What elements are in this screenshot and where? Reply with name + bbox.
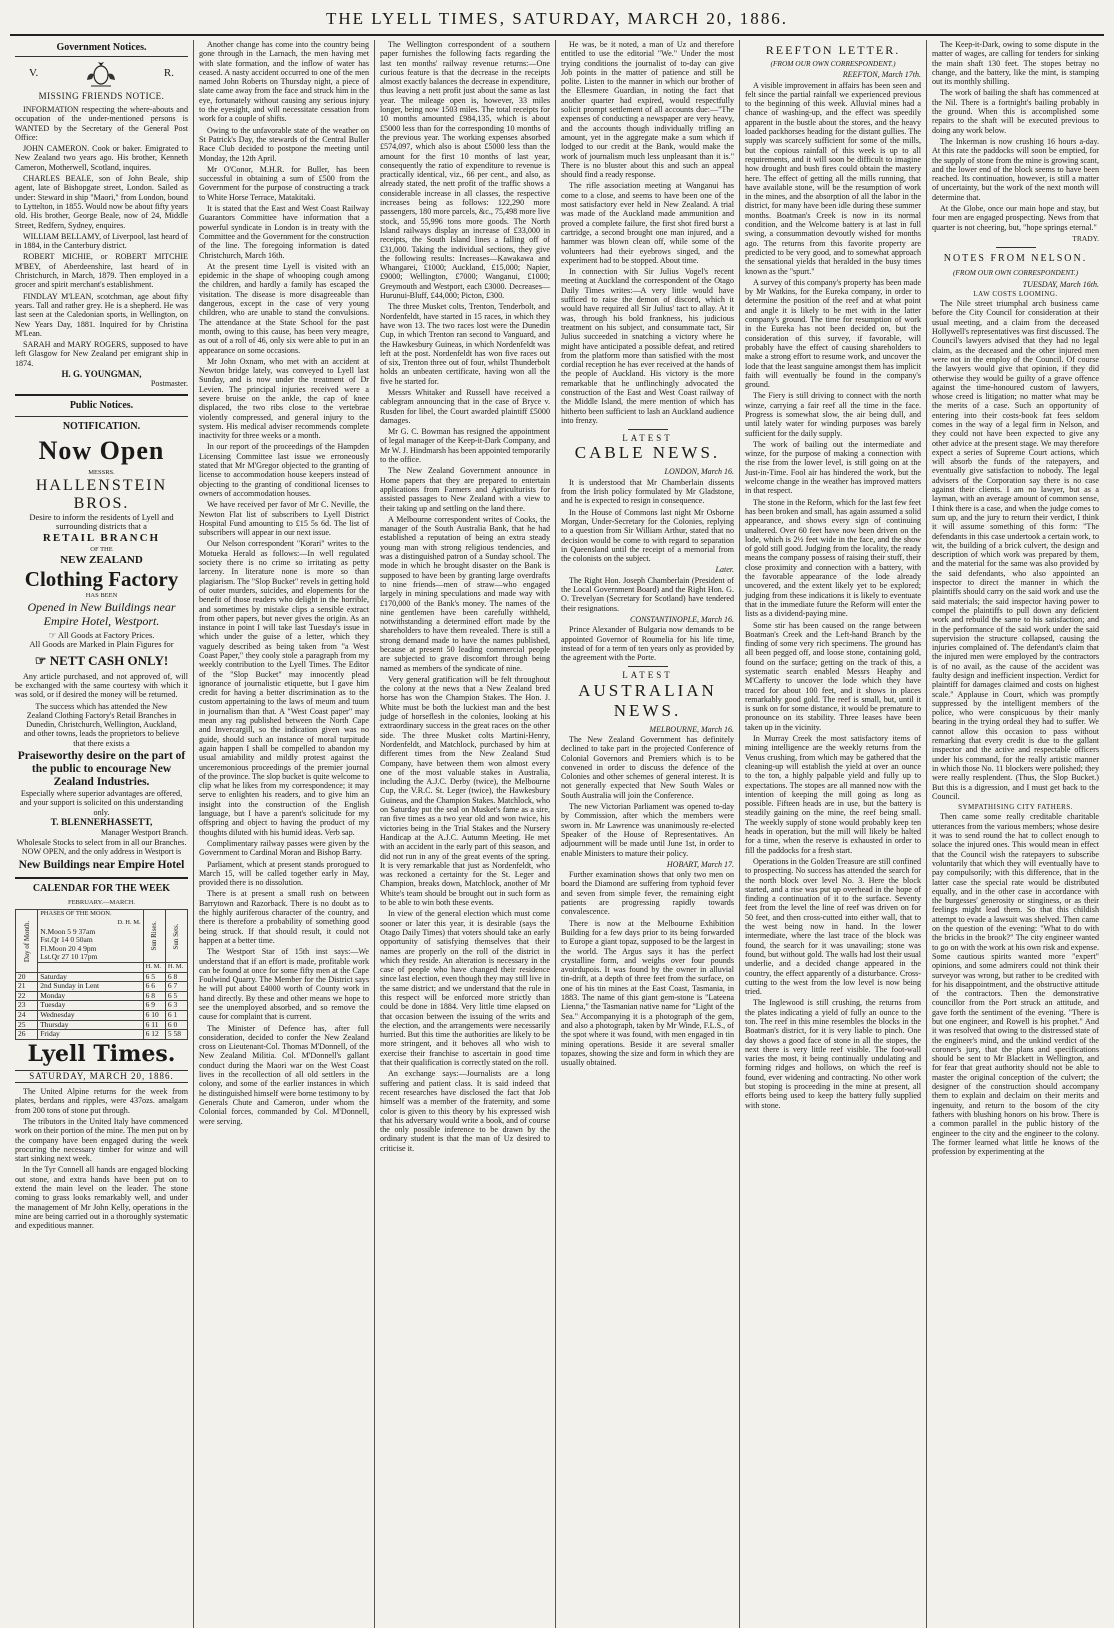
article-paragraph: The rifle association meeting at Wanganui has come to a close, and seems to have been one of the most satisfactory ever held in New Zealand. A trial was made of the Auckland made ammunition and proved a complete failure, the first shot fired burst a cartridge, a second brought one man injured, and a hammer was blown clean off, while some of the volunteers had their eyebrows singed, and the experiment had to be stopped. About time. [561, 181, 734, 265]
article-paragraph: Operations in the Golden Treasure are still confined to prospecting. No success has attended the search for the north block over level No. 3. Here the block started, and a rise was put up overhead in the hope of finding a continuation of it to the surface. Seventy feet from the level the line of reef was driven on for 50 feet, and then cross-cutted into either wall, that to the west being now in hand. In the lower intermediate, where the last trace of the block was found, the search for it was unavailing; stone was found, but without gold. The walls had lost their usual underlie, and a decided change appeared in the country, the effect apparently of a disturbance. Cross-cutting to the west from the low level is now being tried. [745, 856, 921, 997]
column-5 [740, 40, 927, 1628]
article-paragraph: The Keep-it-Dark, owing to some dispute in the matter of wages, are calling for tenders for sinking the main shaft 130 feet. The stopes betray no change, and the battery, like the mint, is stamping out its monthly shilling. [932, 40, 1099, 87]
article-paragraph: The work of bailing the shaft has commenced at the Nil. There is a fortnight's bailing probably in the ground. When this is accomplished some repairs to the shaft will be executed previous to doing any work below. [932, 88, 1099, 135]
royal-crest [29, 60, 174, 88]
article-paragraph: The Wellington correspondent of a southern paper furnishes the following facts regarding the last ten months' railway revenue returns:—One curious feature is that the decrease in the receipts almost exactly balances the decrease in expenditure, thus leaving a nett profit just about the same as last year. The mileage open is, however, 33 miles longer, being now 1503 miles. The total receipts for 10 months amounted £984,135, which is about £5000 less than for the corresponding 10 months of the previous year. The working expenses absorbed £574,097, which also is about £5000 less than the amount for the first 10 months of last year, consequently the ratio of expenditure to revenue is practically identical, viz., 66 per cent., and also, as already stated, the nett profit of the traffic shows a considerable increase in all classes, the respective increases being as follows: 122,290 more passengers, 180 more parcels, &c., 75,498 more live stock, and 55,996 tons more goods. The North Island railways display an increase of £33,000 in receipts, the South Island lines a falling off of £31,000. Taking the individual sections, they give the following results: Increases—Kawakawa and Whangarei, £1000; Auckland, £15,000; Napier, £9000; Wellington, £7000; Wanganui, £1000; Greymouth and Westport, each £3000. Decreases—Hurunui-Bluff, £44,000; Picton, £300. [380, 40, 550, 301]
person-1: JOHN CAMERON. Cook or baker. Emigrated to New Zealand two years ago. His brother, Kenneth Cameron, Motherwell, Scotland, inquires. [15, 144, 188, 172]
col-sets-header: Sun Sets. [165, 910, 187, 963]
cable-paragraph: The Right Hon. Joseph Chamberlain (President of the Local Government Board) and the Right Hon. G. O. Trevelyan (Secretary for Scotland) have tendered their resignations. [561, 575, 734, 613]
constantinople-dateline: CONSTANTINOPLE, March 16. [629, 614, 734, 624]
public-notices-heading: Public Notices. [69, 399, 134, 411]
moon-phase-row: Lst.Qr 27 10 17pm [40, 952, 98, 962]
col-day-header: Day of Month. [16, 910, 38, 972]
missing-friends-title: MISSING FRIENDS NOTICE. [38, 91, 165, 101]
desire-text: Desire to inform the residents of Lyell and surrounding districts that a [29, 511, 174, 532]
hobart-dateline: HOBART, March 17. [666, 859, 734, 869]
column-2 [194, 40, 375, 1628]
new-zealand: NEW ZEALAND [60, 553, 143, 566]
moon-phase-row: N.Moon 5 9 37am [40, 926, 96, 936]
table-row: 20 Saturday 6 5 6 8 [16, 972, 188, 982]
article-paragraph: Mr John Oxnam, who met with an accident at Newton bridge lately, was conveyed to Lyell last Sunday, and is now under the treatment of Dr Levien. The principal injuries received were a severe bruise on the ankle, the cap of knee displaced, the two ribs close to the vertebrae violently compressed, and general injury to the system. His medical adviser recommends complete inactivity for three weeks or a month. [199, 356, 369, 441]
table-row: 25 Thursday 6 11 6 0 [16, 1020, 188, 1030]
columns [10, 40, 1104, 1628]
article-paragraph: The three Musket colts, Trenton, Tenderbolt, and Nordenfeldt, have started in 15 races, in which they have won 13. The two races lost were the Dunedin Cup, in which Trenton ran second to Vanguard, and the Hawkesbury Guineas, in which Nordenfeldt was left at the post. Nordenfeldt has won five races out of six, Trenton three out of four, whilst Thunderbolt holds an unbeaten certificate, having won all the five he started for. [380, 302, 550, 386]
person-2: CHARLES BEALE, son of John Beale, ship agent, late of Bishopgate street, London. Sailed as under: Steward in ship "Maori," from London, bound to Lyttelton, in 1855. Would now be about fifty years old. His brother, George Beale, now of 24, Middle Street, Redfern, Sydney, enquires. [15, 174, 188, 230]
table-row: 22 Monday 6 8 6 5 [16, 991, 188, 1001]
melbourne-dateline: MELBOURNE, March 16. [649, 724, 734, 734]
missing-intro: INFORMATION respecting the where-abouts and occupation of the under-mentioned persons is WANTED by the Secretary of the General Post Office: [15, 105, 188, 142]
article-paragraph: We have received per favor of Mr C. Neville, the Newton Flat list of subscribers to Lyell District Hospital Fund amounting to £15 5s 6d. The list of subscribers will appear in our next issue. [199, 500, 369, 538]
cable-dateline: LONDON, March 16. [664, 467, 734, 477]
masthead [10, 4, 1104, 36]
article-paragraph: At the present time Lyell is visited with an epidemic in the shape of whooping cough among the children, and hardly a family has escaped the visitation. The disease is more disagreeable than dangerous, except in the case of very young children, who are unable to stand the convulsions. The attendance at the State School for the past month, owing to this cause, has been very meagre, as out of a roll of 46, only six were able to put in an appearance on some occasions. [199, 261, 369, 355]
reefton-dateline: REEFTON, March 17th. [842, 70, 921, 80]
moon-phase-row: Fst.Qr 14 0 50am [40, 935, 93, 945]
calendar-title: CALENDAR FOR THE WEEK [32, 883, 171, 895]
article-paragraph: In connection with Sir Julius Vogel's recent meeting at Auckland the correspondent of the Otago Daily Times writes:—A very little would have sufficed to raise the demon of discord, which it would have required all Sir Julius' tact to allay. At it was, through his bold frankness, his judicious treatment on his subject, and consummate tact, Sir Julius succeeded in snatching a victory where he might have anticipated a possible defeat, and retired from the platform more than satisfied with the most cordial reception he has ever received at the hands of the people of Auckland. His victory is the more remarkable that he unflinchingly advocated the construction of the East and West Coast railway of the Middle Island, the mere mention of which has hitherto been sufficient to lash an Auckland audience into frenzy. [561, 267, 734, 425]
nelson-dateline: TUESDAY, March 16th. [1022, 279, 1099, 289]
article-paragraph: The Nile street triumphal arch business came before the City Council for consideration at their usual meeting, and a claim from the deceased Hollywell's representatives was first discussed. The Council's lawyers advised that they had no legal claim, as the deceased and the other injured men were not in the employ of the Council. Of course the lawyers would give that opinion, if they did otherwise they would be guilty of a grave offence against the time-honoured custom of lawyers, whose creed is litigation; no matter what may be the merits of a case. Such an opportunity of entering into their costs-book fat fees seldom comes in the way of a legal firm in Nelson, and they could not have been expected to give any other advice at the present stage. We may therefore expect a series of Supreme Court actions, which will absorb the funds of the ratepayers, and eventually give satisfaction to nobody. The legal advisers of the Corporation say there is no case against their clients. I am no lawyer, but as a layman, with an average amount of common sense, I think there is a case, and when the judge comes to sum up, and the jury to return their verdict, I think it will assume something of this form: "The defendants in this case undertook a certain work, to wit, the building of a brick culvert, the design and description of which work was prepared by them, and the material for the same was also provided by the said defendants, who also appointed an inspector to direct the manner in which the plaintiffs should carry on the said work and use the said materials; the said inspector having power to compel the plaintiffs to pull down any deficient work and rebuild the same to his satisfaction; and in the performance of the said work under the said supervision the structure collapsed, causing the injuries complained of. The defendant's claim that the injured men were employed by the contractors is of no avail, as the cause of the accident was faulty design and inefficient inspection. Verdict for plaintiff for damages claimed and costs on highest scale." Applause in Court, which was promptly suppressed by the intelligent members of the police, who were conspicuous by their manly bearing in the trying ordeal they had to suffer. We cannot allow this occasion to pass without remarking that every credit is due to the gallant inspector and the active and respectable officers under his command, for the really artistic manner in which those No. 11 blockers were polished; they were really resplendent. (Thus, the Slop Bucket.) But this is a digression, and I must get back to the Council. [932, 299, 1099, 801]
article-paragraph: Some stir has been caused on the range between Boatman's Creek and the Left-hand Branch by the finding of some very rich specimens. The ground has all been pegged off, and loose stone, containing gold, found on the surface; getting on the track of this, a systematic search enabled Messrs Heaphy and M'Cafferty to uncover the lode which they have traced for about 100 feet, and it shows in places remarkably good gold. The reef is small, but, until it is sunk on for some distance, it would be premature to pronounce on its stability. Three leases have been taken up in the vicinity. [745, 620, 921, 732]
article-paragraph: In our report of the proceedings of the Hampden Licensing Committee last issue we erroneously stated that Mr M'Gregor objected to the granting of license to accommodation house keepers instead of objecting to the granting of conditional licenses to owners of accommodation houses. [199, 442, 369, 498]
nelson-sub: (FROM OUR OWN CORRESPONDENT.) [952, 268, 1079, 278]
law-costs-subhead: LAW COSTS LOOMING. [973, 289, 1058, 298]
article-paragraph: The work of bailing out the intermediate and winze, for the purpose of making a connection with the rise from the lower level, is still going on at the Just-in-Time. Fool air has hindered the work, but the welcome change in the weather has improved matters in that respect. [745, 439, 921, 496]
table-row: 21 2nd Sunday in Lent 6 6 6 7 [16, 982, 188, 992]
article-paragraph: The New Zealand Government announce in Home papers that they are prepared to entertain applications from Farmers and Agriculturists for assisted passages to New Zealand with a view to their taking up and settling on the land there. [380, 466, 550, 513]
wholesale-text: Wholesale Stocks to select from in all our Branches. NOW OPEN, and the only address in Westport is [16, 837, 187, 856]
cable-news-heading: CABLE NEWS. [574, 443, 721, 463]
article-paragraph: Very general gratification will be felt throughout the colony at the news that a New Zealand bred horse has won the Champion Stakes. The Hon. J. White must be both the luckiest man and the best judge of horseflesh in the colonies, looking at his extraordinary success in the great races on the other side. The three Musket colts Martini-Henry, Nordenfeldt, and Matchlock, purchased by him at different times from the New Zealand Stud Company, have between them won almost every one of the most valuable stakes in Australia, including the A.J.C. Derby (twice), the Melbourne Cup, the V.R.C. St. Leger (twice), the Hawkesbury Guineas, and the Champion Stakes. Matchlock, who on Saturday put the seal on Musket's fame as a sire, ran five times as a two year old and won twice, his victories being in the Trial Stakes and the Nursery Handicap at the A.J.C. Autumn Meeting. He met with an accident in the early part of this season, and did not run in any of the great events of the spring. It is very remarkable that just as Nordenfeldt, who was reckoned a certainty for the St. Leger and Champion, breaks down, Matchlock, another of Mr White's team should be brought out in such form as to be able to win both these events. [380, 674, 550, 908]
article-paragraph: Mr G. C. Bowman has resigned the appointment of legal manager of the Keep-it-Dark Company, and Mr W. J. Hindmarsh has been appointed temporarily to the office. [380, 427, 550, 465]
article-paragraph: There is at present a small rush on between Barrytown and Razorback. There is no doubt as to the highly auriferous character of the country, and there is therefore a probability of something good being struck. If that should result, it could not happen at a better time. [199, 889, 369, 945]
news-united-alpine: The United Alpine returns for the week from plates, berdans and ripples, were 437ozs. amalgam from 200 tons of stone put through. [15, 1087, 188, 1115]
crest-right-letter: R. [163, 67, 174, 80]
article-paragraph: The Westport Star of 15th inst says:—We understand that if an effort is made, profitable work can be found at once for some fifty men at the Cape Foulwind Quarry. The Member for the District says he will put about £4000 worth of County work in hand directly. By these and other means we hope to see the unemployed absorbed, and so remove the cause for complaint that is current. [199, 947, 369, 1022]
moon-phase-row: Fl.Moon 20 4 9pm [40, 943, 97, 953]
new-buildings: New Buildings near Empire Hotel [18, 859, 185, 872]
article-paragraph: In Murray Creek the most satisfactory items of mining intelligence are the weekly returns from the Venus crushing, from which may be gathered that the cleaning-up will establish the yield at over an ounce to the ton, a highly palpable yield and fully up to expectations. The stopes are all manned now with the intention of keeping the mill going as long as possible. Fifteen heads are in use, but the battery is steadily gaining on the mine, the reef being small. The weekly supply of stone would probably keep ten heads in operation, but the mill will likely be halted for a time, when the reserve is exhausted in order to fill the paddocks for a fresh start. [745, 734, 921, 855]
article-paragraph: Complimentary railway passes were given by the Government to Cardinal Moran and Bishop Barry. [199, 838, 369, 858]
australian-news-heading: AUSTRALIAN NEWS. [578, 680, 717, 720]
person-5: FINDLAY M'LEAN, scotchman, age about fifty years. Tall and rather grey. He is a shepherd. He was last seen at the Caledonian sports, in Wellington, on New Years Day, 1881. Inquired for by Christina M'Lean. [15, 291, 188, 338]
cable-paragraph: It is understood that Mr Chamberlain dissents from the Irish policy formulated by Mr Gladstone, and he is expected to resign in consequence. [561, 477, 734, 506]
col-rises-header: Sun Rises. [143, 910, 165, 963]
moon-phases: PHASES OF THE MOON. D. H. M. N.Moon 5 9 37am Fst.Qr 14 0 50am Fl.Moon 20 4 9pm Lst.Qr 27 10 17pm [38, 910, 143, 963]
article-paragraph: The stone in the Reform, which for the last few feet has been broken and small, has again assumed a solid appearance, and shows every sign of continuing unaltered. Over 60 feet have now been driven on the lode, which is 2½ feet wide in the face, and the show of gold still good. Judging from the locality, the ready means the company possess of raising their stuff, their close proximity and connection with a battery, with the favorable appearance of the lode already uncovered, and the extent likely yet to be explored; judging from these indications it is likely to eventuate that in the immediate future the Reform will enter the lists as a dividend-paying mine. [745, 497, 921, 619]
person-4: ROBERT MICHIE, or ROBERT MITCHIE M'BEY, of Aberdeenshire, last heard of in Christchurch, in March, 1879. Then employed in a grocer and spirit merchant's establishment. [15, 252, 188, 290]
article-paragraph: An exchange says:—Journalists are a long suffering and patient class. It is said indeed that recent researches have disclosed the fact that Job himself was a member of the fraternity, and some color is given to this theory by his expressed wish that his adversary would write a book, and of course the only possible inference to be drawn by the ordinary student is that the man of Uz desired to criticise it. [380, 1069, 550, 1153]
manager-name: T. BLENNERHASSETT, [50, 817, 153, 828]
praiseworthy: Praiseworthy desire on the part of the public to encourage New Zealand Industries. [17, 750, 186, 789]
article-paragraph: The Minister of Defence has, after full consideration, decided to confer the New Zealand cross on Lieutenant-Col. Thomas M'Donnell, of the New Zealand Militia. Col. M'Donnell's gallant conduct during the Maori war on the West Coast lives in the recollection of all old settlers in the colony, and some of the earlier instances in which he distinguished himself were borne testimony to by Generals Chute and Cameron, under whom the Colonial forces, commanded by Col. M'Donnell, were serving. [199, 1023, 369, 1126]
aus-paragraph: Further examination shows that only two men on board the Diamond are suffering from typhoid fever and seven from simple fever, the remaining eight patients are progressing rapidly towards convalescence. [561, 870, 734, 917]
article-paragraph: A survey of this company's property has been made by Mr Watkins, for the Eureka company, in order to determine the position of the reef and at what point and angle it is likely to be met with in the latter company's ground. The time for resumption of work in the Eureka has not been decided on, but the consideration of this survey, if favorable, will probably have the effect of causing shareholders to make a strong effort to resume work, and uncover the lode that the least sanguine amongst them has implicit faith will eventually be found in the company's ground. [745, 277, 921, 390]
especially: Especially where superior advantages are offered, and your support is solicited on this understanding only. [19, 789, 184, 817]
paper-date: SATURDAY, MARCH 20, 1886. [15, 1070, 188, 1083]
aus-paragraph: The new Victorian Parliament was opened to-day by Commission, after which the members were sworn in. Mr Lawrence was unanimously re-elected Speaker of the House of Representatives. An adjournment will be made until June 1st, in order to enable Ministers to mature their policy. [561, 802, 734, 858]
article-paragraph: At the Globe, once our main hope and stay, but four men are engaged prospecting. News from that quarter is not cheering, but, "hope springs eternal." [932, 204, 1099, 232]
has-been: HAS BEEN [85, 591, 118, 599]
aus-paragraph: The New Zealand Government has definitely declined to take part in the projected Conference of Colonial Governors and Premiers which is to be convened in order to discuss the defence of the Colonies and other schemes of general interest. It is not generally expected that New South Wales or South Australia will join the Conference. [561, 735, 734, 800]
article-paragraph: Another change has come into the country being gone through in the Larnach, the men having met with slate formation, and the inflow of water has ceased. A nasty accident occurred to one of the men named John Roberts on Thursday night, a piece of slate came away from the face and struck him in the eye, fortunately without causing any serious injury to the eyesight, and will necessitate cessation from work for a couple of shifts. [199, 40, 369, 124]
of-the: OF THE [90, 545, 113, 553]
aus-paragraph: There is now at the Melbourne Exhibition Building for a few days prior to its being forwarded to Europe a giant topaz, supposed to be the largest in the world. The Argus says it has the perfect crystalline form, and weighs over four pounds avoirdupois. It was found by the owner in alluvial tin-drift, at a depth of three feet from the surface, on one of his tin mines at the East Coast, Tasmania, in 1883. The name of this giant gem-stone is "Lateena Lienna," the Tasmanian native name for "Light of the Sea." Accompanying it is a photograph of the gem, and also a photograph, taken by Mr Winde, F.L.S., of the spot where it was found, with men engaged in tin mining operations. Beside it are several smaller topazes, showing the size and form in which they are usually obtained. [561, 918, 734, 1068]
column-6 [927, 40, 1104, 1628]
notification-heading: NOTIFICATION. [62, 420, 141, 432]
news-tyr-connell: In the Tyr Connell all hands are engaged blocking out stone, and extra hands have been put on to extend the main level on the leader. The stone coming to grass looks remarkably well, and under the management of Mr John Kelly, operations in the mine are being carried out in a thoroughly systematic and expeditious manner. [15, 1165, 188, 1231]
nelson-title: NOTES FROM NELSON. [943, 253, 1088, 265]
messrs: MESSRS. [88, 468, 115, 476]
article-paragraph: The Inkerman is now crushing 16 hours a-day. At this rate the paddocks will soon be emptied, for the supply of stone from the mine is growing scant, and the lower end of the block seems to have been reached. Its continuation, however, is still a matter of uncertainty, but the work of the next month will determine that. [932, 136, 1099, 202]
success-text: The success which has attended the New Zealand Clothing Factory's Retail Branches in Dunedin, Christchurch, Wellington, Auckland, and other towns, leads the proprietors to believe that there exists a [23, 701, 180, 748]
gov-notices-heading: Government Notices. [15, 42, 188, 57]
paper-nameplate: Lyell Times. [27, 1040, 176, 1067]
opened-text: Opened in New Buildings near Empire Hotel, Westport. [27, 600, 176, 629]
exchange-policy: Any article purchased, and not approved of, will be exchanged with the same courtesy with which it was sold, or if desired the money will be returned. [15, 671, 188, 700]
crest-left-letter: V. [29, 67, 39, 80]
sympathising-subhead: SYMPATHISING CITY FATHERS. [958, 803, 1073, 812]
correspondent-signature: TRADY. [1072, 233, 1099, 243]
cable-latest: LATEST [622, 433, 673, 444]
article-paragraph: Mr O'Conor, M.H.R. for Buller, has been successful in obtaining a sum of £500 from the Government for the purpose of constructing a track to White Horse Terrace, Matakitaki. [199, 164, 369, 202]
calendar-table: Day of Month. PHASES OF THE MOON. D. H. M. N.Moon 5 9 37am Fst.Qr 14 0 50am Fl.Moon 20 4 9pm Lst.Qr 27 10 17pm Sun Rises. Sun Sets. H. M. H. M. 20 Saturday 6 5 6 8 21 2nd Sunday in Lent 6 6 6 7 22 Monday 6 8 6 5 23 Tuesday 6 9 6 3 24 Wednesday 6 10 6 1 25 Thursday 6 11 6 0 26 Friday 6 12 5 58 [15, 909, 188, 1039]
article-paragraph: A Melbourne correspondent writes of Cooks, the manager of the South Australia Bank, that he had established a reputation of being an extra steady young man with strong religious tendencies, and was a distinguished patron of a Sunday school. The mode in which he brought disaster on the Bank is supposed to have been by granting large overdrafts to nine friends—men of straw—who engaged largely in mining speculations and made way with £170,000 of the Bank's money. The names of the nine gentlemen have been carefully withheld, notwithstanding a determined effort made by the shareholders to have them revealed. There is still a strong demand made to have the names published, because at present 50 leading commercial people are subjected to grave discomfort through being named as members of the syndicate of nine. [380, 514, 550, 673]
now-open-heading: Now Open [38, 435, 165, 465]
column-1 [10, 40, 194, 1628]
column-3 [375, 40, 556, 1628]
calendar-sub: FEBRUARY.—MARCH. [67, 899, 136, 907]
article-paragraph: In view of the general election which must come sooner or later this year, it is desirable (says the Otago Daily Times) that voters should take an early opportunity of satisfying themselves that their names are properly on the roll of the district in which they reside. An alteration is necessary in the case of people who have changed their residence since last election, even though they may still live in the same district; and we understand that the rule in this respect will be enforced more strictly than could be done in 1884. Very little time elapsed on that occasion between the issuing of the writs and the election, and the arrangements were necessarily hurried. But this time the authorities are likely to be more stringent, and it behoves all who wish to exercise their franchise to ascertain in good time that their qualification is correctly stated on the roll. [380, 909, 550, 1068]
factory-prices: ☞ All Goods at Factory Prices. [48, 630, 155, 641]
aus-latest: LATEST [622, 670, 673, 681]
column-4 [556, 40, 740, 1628]
pointing-hand-icon: ☞ [34, 652, 50, 668]
retail-branch: RETAIL BRANCH [42, 531, 161, 544]
signer: H. G. YOUNGMAN, [61, 369, 142, 380]
article-paragraph: A visible improvement in affairs has been seen and felt since the partial rainfall we experienced previous to the beginning of this week. Alluvial mines had a chance of washing-up, and the effect was speedily apparent in the bustle about the stores, and the heavy loaded packhorses heading for the distant gullies. The supply was scarcely sufficient for some of the mills, but the copious rainfall of this week is up to all requirements, and it will soon be difficult to imagine how drought and bush fires could obtain the mastery here. The effect of getting all the mills running, that have available stone, will be the resumption of work in the mines, and the absorption of all the labor in the district, for many have been idle during these summer months. Boatman's Creek is now in its normal condition, and the Welcome battery is at last in full swing, a consummation devoutly wished for months ago. The returns from this favorite property are predicted to be very good, and to somewhat approach the sensational yields that heralded in the busy times known as the "spurt." [745, 80, 921, 276]
article-paragraph: It is stated that the East and West Coast Railway Guarantors Committee have information that a powerful syndicate in London is in treaty with the Committee and the Government for the construction of the line. The foregoing information is dated Christchurch, March 16th. [199, 204, 369, 260]
article-paragraph: The Fiery is still driving to connect with the north winze, carrying a fair reef all the time in the face. Progress is somewhat slow, the air being dull, and until lately water for winding purposes was barely sufficient for the daily supply. [745, 391, 921, 438]
plain-figures: All Goods are Marked in Plain Figures for [29, 639, 174, 650]
person-3: WILLIAM BELLAMY, of Liverpool, last heard of in 1884, in the Canterbury district. [15, 231, 188, 251]
nett-cash: ☞ NETT CASH ONLY! [34, 652, 169, 668]
article-paragraph: He was, be it noted, a man of Uz and therefore entitled to use the editorial "We." Under the most trying conditions the journalist of to-day can give Job points in the matter of patience and still be polite. Listen to the manner in which our brother of the Ellesmere Guardian, in noting the fact that another quarter had expired, would respectfully solicit prompt settlement of all accounts due:—"The expenses of conducting a newspaper are very heavy, and the accounts though individually trifling an amount, yet in the aggregate make a sum which if lodged to our credit at the Bank, would make the work of journalism much less unpleasant than it is." There is no bluster about this and such an appeal should find a ready response. [561, 40, 734, 180]
masthead-title: THE LYELL TIMES, SATURDAY, MARCH 20, 1886. [326, 9, 788, 28]
cable-paragraph: Prince Alexander of Bulgaria now demands to be appointed Governor of Roumelia for his life time, instead of for a term of ten years only as provided by the agreement with the Porte. [561, 625, 734, 663]
pointing-hand-icon: ☞ [48, 630, 58, 641]
article-paragraph: Owing to the unfavorable state of the weather on St Patrick's Day, the stewards of the Central Buller Race Club decided to postpone the meeting until Monday, the 12th April. [199, 125, 369, 163]
news-united-italy: The tributors in the United Italy have commenced work on their portion of the mine. The men put on by the company have been engaged during the week procuring the necessary timber for winze and will start sinking next week. [15, 1116, 188, 1164]
table-row: 26 Friday 6 12 5 58 [16, 1030, 188, 1040]
firm-name: HALLENSTEIN BROS. [35, 476, 168, 512]
manager-title: Manager Westport Branch. [100, 828, 188, 838]
later-dateline: Later. [715, 565, 734, 575]
article-paragraph: Our Nelson correspondent "Korari" writes to the Motueka Herald as follows:—In well regulated society there is no crime so irritating as petty larceny. In literature none is more so than plagiarism. The "Slop Bucket" revels in getting hold of outer murders, suicides, and elopements for the benefit of those readers who delight in the horrible, and sometimes by mistake clips a sensible extract from other papers, but never gives the origin. As an instance in point I will take last Tuesday's issue in which under the guise of a letter, which they vaguely described as being taken from "a West Coast Paper," they cooly stole a paragraph from my weekly contribution to the Lyell Times. The Editor of the "Slop Bucket" may innocently plead ignorance of journalistic etiquette, but I gave him credit for having a better discrimination as to the custom appertaining to the laws of meum and tuum in journalism than that. A "West Coast paper" may mean any rag published between the North Cape and Invercargill, so the indication given was no guide, should such an instance of moral turpitude again happen I shall be compelled to abandon my usual amiability and mildly protest against the unceremonious proceedings of the premier journal of the province. The slop bucket is quite welcome to clip what he likes from my correspondence; it may serve to enlighten his readers, and to give him an insight into the construction of the English language, but I have a parent's solicitude for my offspring and object to having the product of my thoughts diluted with his humid ideas. Verb sap. [199, 539, 369, 837]
article-paragraph: Parliament, which at present stands prorogued to March 15, will be called together early in May, provided there is no dissolution. [199, 859, 369, 888]
person-6: SARAH and MARY ROGERS, supposed to have left Glasgow for New Zealand per emigrant ship in 1874. [15, 340, 188, 368]
article-paragraph: Messrs Whitaker and Russell have received a cablegram announcing that in the case of Bryce v. Rusden for libel, the Court awarded plaintiff £5000 damages. [380, 387, 550, 425]
clothing-factory: Clothing Factory [24, 566, 179, 591]
reefton-sub: (FROM OUR OWN CORRESPONDENT.) [770, 59, 896, 68]
article-paragraph: The Inglewood is still crushing, the returns from the plates indicating a yield of fully an ounce to the ton. The reef in this mine resembles the blocks in the Boatman's district, for it is very liable to pinch. One day shows a good face of stone in all the stopes, the next there is very little reef visible. The foot-wall varies the most, it being continually undulating and forming ridges and hollows, on which the reef is found, ever widening and contracting. No other work but stoping is proceeding in the mine at present, all efforts being used to keep the battery fully supplied with stone. [745, 998, 921, 1110]
table-row: 23 Tuesday 6 9 6 3 [16, 1001, 188, 1011]
table-row: 24 Wednesday 6 10 6 1 [16, 1010, 188, 1020]
article-paragraph: Then came some really creditable charitable utterances from the various members; whose desire it was to send round the hat to collect enough to solace the injured ones. This would mean in effect that the Council wish the ratepayers to subscribe voluntarily that which they will eventually have to pay compulsorily; with this difference, that in the latter case the special rate would be distributed equally, and in the other case in accordance with the burgesses' generosity or stinginess, or as their feelings might lead them. So that this childish attempt to evade a lawsuit was shelved. Then came on the question of the evening: "What to do with the bricks in the brook?" The city engineer wanted to go on with the work at his own risk and expense. Some cautious spirits wanted more "expert" opinions, and some admirers could not think their surveyor was wrong, but rather to be credited with for his disappointment, and the obstructive attitude of the contractors. Then the demonstrative councillor from the Port struck an attitude, and gave forth the sentiment of the evening. "There is but one engineer, and Rowell is his prophet." And it was resolved that owing to the distressed state of the engineer's mind, and the unkind verdict of the coroner's jury, that the plans and specifications should be sent to Mr Blackett in Wellington, and for fear that great authority should not be able to master the original conception of the culvert; the designer of the construction should accompany them to explain and declaim on their merits and ingenuity, and return to the bosom of the city fathers with blushing honors on his brow. There is a common parallel in the public history of the engineer to the city and the engineer to the colony. The former learned what little he knows of the profession by experimenting at the [932, 812, 1099, 1157]
signer-title: Postmaster. [150, 379, 188, 389]
cable-paragraph: In the House of Commons last night Mr Osborne Morgan, Under-Secretary for the Colonies, replying to a question from Sir William Arthur, stated that no decision would be come to with regard to separation in Queensland until the receipt of a memorial from the colonists on the subject. [561, 507, 734, 564]
reefton-title: REEFTON LETTER. [765, 43, 901, 57]
royal-arms-icon [85, 60, 117, 88]
